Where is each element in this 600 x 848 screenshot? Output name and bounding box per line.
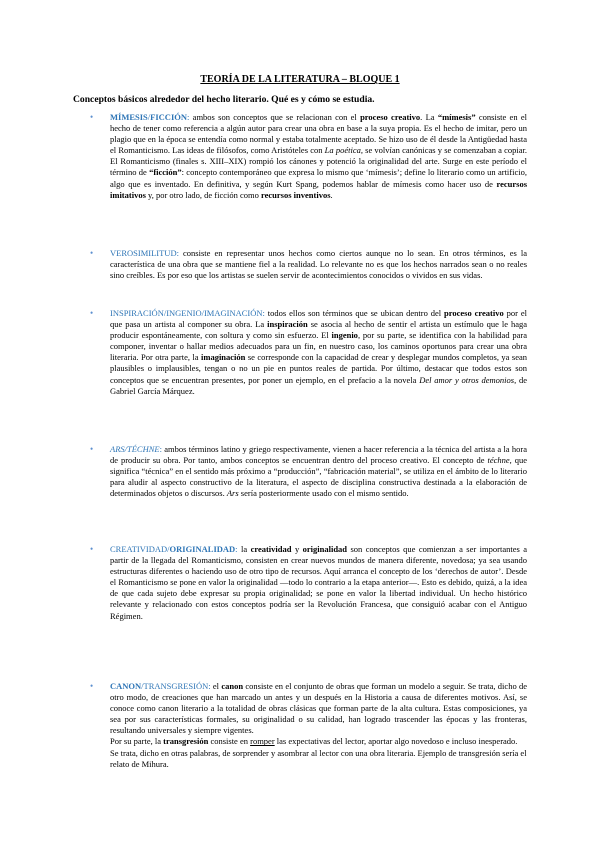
section-text — [110, 112, 527, 201]
text-run: ambos términos latino y griego respectivamente, vienen a hacer referencia a la técnica del artista a la hora de producir su obra. Por tanto, ambos conceptos se encuentran dentro del proceso creativo. El concepto de — [110, 444, 527, 466]
text-run: las expectativas del lector, aportar algo novedoso e incluso inesperado. Se trata, dicho en otras palabras, de sorprender y asombrar al lector con una obra literaria. Ejemplo de transgresión sería el relato de Mihura. — [110, 736, 527, 769]
italic-run: Del amor y otros demonios — [419, 374, 515, 385]
term-creatividad: CREATIVIDAD — [110, 544, 168, 554]
bold-run: proceso creativo — [360, 112, 421, 122]
bold-run: imaginación — [201, 352, 246, 363]
term-separator: / — [141, 681, 144, 691]
term-colon: : — [262, 308, 265, 318]
bold-run: “ficción” — [149, 167, 182, 178]
text-run: por el que pasa un artista al componer su obra. La — [110, 308, 528, 330]
text-run: todos ellos son términos que se ubican dentro del — [264, 308, 445, 318]
bullet-icon: • — [90, 112, 94, 122]
term-colon: : — [235, 544, 238, 554]
text-run: : concepto contemporáneo que expresa lo mismo que ‘mímesis’; define lo literario como un artificio, algo que es inventado. En definitiva, y según Kurt Spang, podemos hablar de mímesis como hacer uso de — [110, 167, 527, 189]
text-run: Por su parte, la — [110, 736, 164, 747]
bold-run: proceso creativo — [444, 308, 504, 318]
bold-run: canon — [221, 681, 244, 691]
text-run: consiste en representar unos hechos como ciertos aunque no lo sean. En otros términos, es la característica de una obra que se mantiene fiel a la realidad. Lo relevante no es que los hechos narrados sean o no reales sino creíbles. Es por eso que los artistas se suelen servir de acontecimientos conocidos o vividos en sus vidas. — [110, 248, 527, 281]
text-run: sería posteriormente usado con el mismo sentido. — [238, 488, 409, 499]
bold-run: recursos inventivos — [261, 189, 331, 200]
term-separator: / — [167, 544, 170, 554]
text-run: . La — [420, 112, 438, 122]
section-canon-transgresion — [90, 681, 528, 770]
text-run: , por su parte, se identifica con la habilidad para componer, inventar o hallar medios adecuados para un fin, en nuestro caso, los caminos oportunos para crear una obra literaria. Por otra parte, la — [110, 330, 527, 363]
section-text — [110, 248, 527, 281]
section-text — [110, 544, 527, 622]
section-creatividad — [90, 544, 527, 622]
text-run: se asocia al hecho de sentir el artista un estímulo que le haga producir espontáneamente, con soltura y como sin esfuerzo. El — [110, 319, 527, 341]
term-colon: : — [208, 681, 211, 691]
section-text-second-paragraph — [110, 736, 527, 769]
term-canon: CANON — [110, 681, 142, 691]
bold-run: inspiración — [267, 319, 308, 330]
underlined-run: romper — [250, 736, 275, 747]
document-subtitle: Conceptos básicos alrededor del hecho literario. Qué es y cómo se estudia. — [73, 94, 375, 105]
bold-run: originalidad — [302, 544, 348, 554]
bold-run: transgresión — [163, 736, 209, 747]
bold-run: creatividad — [250, 544, 292, 554]
text-run: consiste en el conjunto de obras que forman un modelo a seguir. Se trata, dicho de otro modo, de creaciones que han marcado un antes y un después en la Historia a causa de diferentes motivos. Así, se conoce como canon literario a la totalidad de obras clásicas que forman parte de la alta cultura. Estas composiciones, ya sea por sus características formales, su originalidad o su calidad, han logrado trascender las épocas y las fronteras, resultando universales y siempre vigentes. — [110, 681, 528, 736]
text-run: , se volvían canónicas y se comenzaban a copiar. El Romanticismo (finales s. XIII–XIX) rompió los cánones y potenció la originalidad del arte. Surge en este período el término de — [110, 145, 527, 178]
text-run: la — [237, 544, 251, 554]
bold-run: ingenio — [331, 330, 358, 341]
term-verosimilitud: VEROSIMILITUD — [110, 248, 177, 258]
bullet-icon: • — [90, 544, 94, 554]
text-run: consiste en el hecho de tener como referencia a algún autor para crear una obra en base a la suya propia. Es el hecho de imitar, pero un plagio que en la época se entendía como normal y estaba totalmente aceptado. Se hizo uso de él desde la Antigüedad hasta el Romanticismo. Las ideas de filósofos, como Aristóteles con — [110, 112, 527, 156]
text-run: y — [291, 544, 303, 554]
italic-run: Ars — [226, 488, 239, 499]
section-inspiracion — [90, 308, 528, 397]
italic-run: La poética — [324, 145, 361, 156]
term-colon: : — [176, 248, 179, 258]
term-originalidad: ORIGINALIDAD — [169, 544, 236, 554]
bullet-icon: • — [90, 444, 94, 454]
section-verosimilitud — [90, 248, 527, 281]
text-run: y, por otro lado, de ficción como — [145, 189, 262, 200]
bold-run: “mímesis” — [437, 112, 476, 122]
section-text — [110, 444, 527, 499]
text-run: . — [330, 189, 333, 200]
term-ars-techne: ARS/TÉCHNE — [110, 444, 160, 454]
term-transgresion: TRANSGRESIÓN — [143, 681, 209, 691]
bullet-icon: • — [90, 248, 94, 258]
term-colon: : — [159, 444, 162, 454]
bold-run: recursos imitativos — [110, 178, 527, 200]
bullet-icon: • — [90, 681, 94, 691]
term-inspiracion: INSPIRACIÓN/INGENIO/IMAGINACIÓN — [110, 308, 263, 318]
text-run: consiste en — [208, 736, 251, 747]
italic-run: téchne — [487, 455, 510, 466]
section-text — [110, 681, 527, 736]
term-ficcion: FICCIÓN — [150, 112, 188, 122]
section-ars-techne — [90, 444, 527, 499]
text-run: , de Gabriel García Márquez. — [110, 374, 527, 396]
text-run: se corresponde con la capacidad de crear y desplegar mundos completos, ya sean plausibles o implausibles, tengan o no un pie en puntos reales de partida. Por último, destacar que todos estos son conceptos que se encuentran presentes, por poner un ejemplo, en el prefacio a la novela — [110, 352, 527, 385]
document-title: TEORÍA DE LA LITERATURA – BLOQUE 1 — [200, 74, 400, 85]
bullet-icon: • — [90, 308, 94, 318]
term-mimesis: MÍMESIS — [110, 112, 148, 122]
text-run: , que significa “técnica” en el sentido más próximo a “producción”, “fabricación material”, se utiliza en el ámbito de lo literario para aludir al aspecto constructivo de la literatura, el aspecto de disciplina constructiva destinada a la elaboración de determinados objetos o discursos. — [110, 455, 527, 499]
text-run: son conceptos que comienzan a ser importantes a partir de la llegada del Romanticismo, consisten en crear nuevos mundos de manera diferente, novedosa; ya sea usando estructuras diferentes o haciendo uso de otro tipo de recursos. Aquí arranca el concepto de los ‘derechos de autor’. Desde el Romanticismo se pone en valor la originalidad —todo lo contrario a la etapa anterior—. Esto es debido, quizá, a la idea de que cada sujeto debe expresar su propia originalidad; se pone en valor la libertad individual. Un hecho histórico relevante y relacionado con estos conceptos podría ser la Revolución Francesa, que consiguió acabar con el Antiguo Régimen. — [110, 544, 527, 621]
term-separator: / — [147, 112, 151, 122]
section-text — [110, 308, 527, 397]
text-run: el — [210, 681, 222, 691]
text-run: ambos son conceptos que se relacionan con el — [189, 112, 361, 122]
section-mimesis-ficcion — [90, 112, 527, 201]
term-colon: : — [187, 112, 190, 122]
